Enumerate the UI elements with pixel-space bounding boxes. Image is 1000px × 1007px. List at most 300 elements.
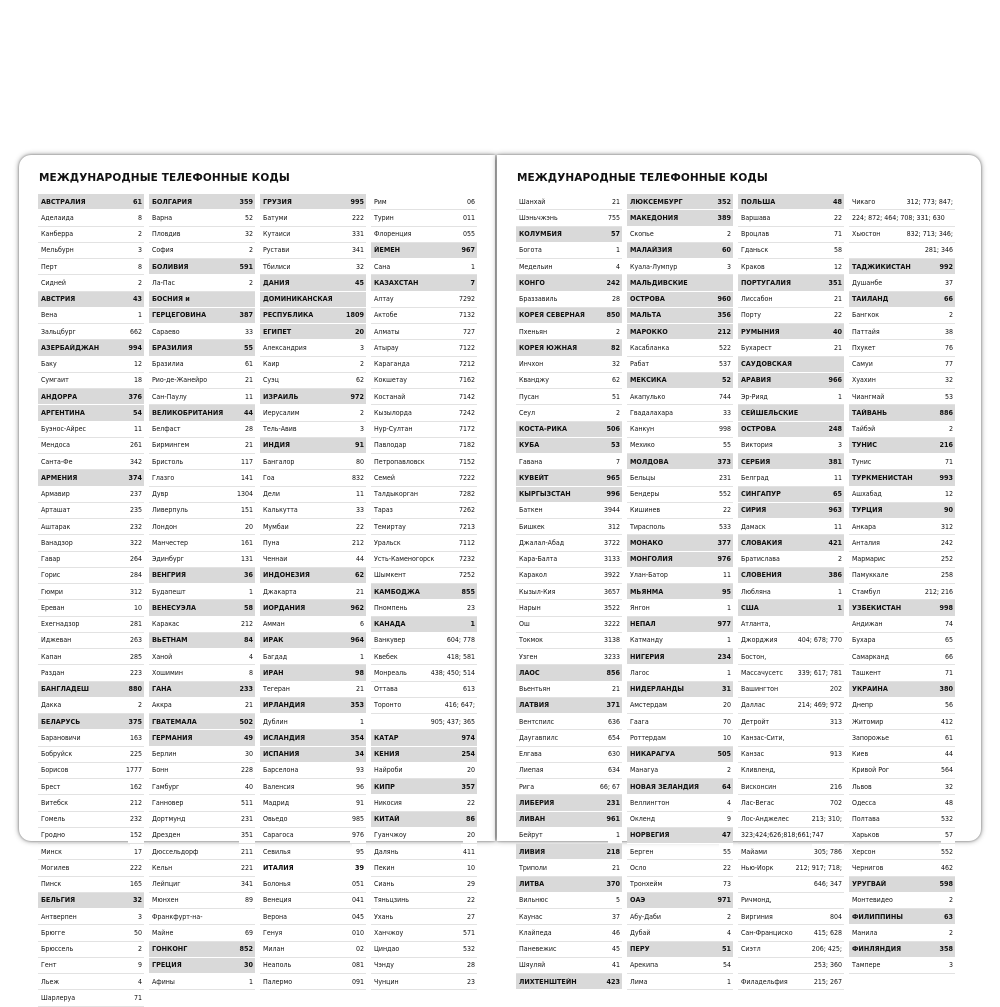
dial-code: 22 [463,795,477,810]
dial-code: 21 [608,682,622,697]
country-row [371,584,477,600]
city-row [260,828,366,844]
country-name: СИРИЯ [741,506,767,515]
country-row [516,438,622,454]
dial-code: 041 [350,893,366,908]
dial-code: 2 [241,275,255,290]
city-row [371,974,477,990]
country-name: ТУРЦИЯ [852,506,883,515]
country-name: АВСТРИЯ [41,295,76,304]
dial-code: 4 [130,974,144,989]
dial-code: 1 [719,633,733,648]
dial-code: 40 [241,779,255,794]
dial-code: 3722 [602,535,622,550]
dial-code: 370 [605,877,623,892]
dial-code: 57 [608,227,622,242]
city-name: Лиссабон [741,295,773,304]
city-row [627,389,733,405]
page-title: МЕЖДУНАРОДНЫЕ ТЕЛЕФОННЫЕ КОДЫ [517,172,768,184]
city-name: Бристоль [152,457,184,466]
city-name: Лима [630,977,648,986]
country-name: ТАИЛАНД [852,295,889,304]
country-row [516,340,622,356]
city-name: Ташкент [852,668,881,677]
city-row [738,860,844,876]
city-name: Пусан [519,392,539,401]
city-name: Найроби [374,766,403,775]
country-row [38,340,144,356]
dial-code: 7282 [457,487,477,502]
city-name: Паттайя [852,327,880,336]
city-name: Антверпен [41,912,77,921]
dial-code: 71 [130,990,144,1005]
dial-code: 258 [939,568,955,583]
city-name: Тампере [852,961,881,970]
country-row [516,308,622,324]
city-name: Джакарта [263,587,297,596]
city-row [149,909,255,925]
country-row [627,584,733,600]
city-row [627,844,733,860]
country-name: УКРАИНА [852,685,888,694]
city-name: Виктория [741,441,773,450]
city-row [516,243,622,259]
dial-code: 221 [239,860,255,875]
city-name: Касабланка [630,343,670,352]
city-row [260,714,366,730]
city-row [38,454,144,470]
city-row [149,357,255,373]
dial-code: 1304 [235,487,255,502]
city-name: Стамбул [852,587,881,596]
country-name: МОНАКО [630,538,664,547]
country-row [260,275,366,291]
city-name: Гаага [630,717,649,726]
city-row [371,649,477,665]
city-name: Елгава [519,750,542,759]
city-name: Батуми [263,213,288,222]
country-row [516,470,622,486]
city-name: Веллингтон [630,798,670,807]
dial-code: 70 [719,714,733,729]
city-name: Горис [41,571,61,580]
country-row [38,893,144,909]
dial-code: 202 [828,682,844,697]
country-row [627,942,733,958]
city-row [260,649,366,665]
city-name: Бухарест [741,343,772,352]
left-page [19,155,495,1002]
dial-code: 438; 450; 514 [429,665,477,680]
city-name: Бирмингем [152,441,190,450]
city-row [371,422,477,438]
dial-code: 976 [716,552,734,567]
city-row [849,763,955,779]
dial-code: 232 [128,812,144,827]
city-name: Павлодар [374,441,407,450]
city-name: Барановичи [41,733,81,742]
city-row [38,763,144,779]
city-name: Темиртау [374,522,406,531]
dial-code: 506 [605,422,623,437]
dial-code: 49 [241,730,255,745]
city-row [849,519,955,535]
dial-code: 6 [352,617,366,632]
dial-code: 1 [830,584,844,599]
city-name: Тегеран [263,685,290,694]
dial-code: 886 [938,405,956,420]
city-name: Филадельфия [741,977,788,986]
country-name: ГРУЗИЯ [263,197,292,206]
dial-code: 281 [128,617,144,632]
city-row [738,958,844,974]
dial-code: 646; 347 [812,877,844,892]
dial-code: 636 [606,714,622,729]
city-row [371,292,477,308]
dial-code: 353 [349,698,367,713]
dial-code: 162 [128,779,144,794]
city-name: Венеция [263,896,292,905]
country-row [849,259,955,275]
dial-code: 37 [608,909,622,924]
city-name: Вашингтон [741,685,779,694]
city-row [38,487,144,503]
city-name: Мюнхен [152,896,179,905]
country-name: КУБА [519,441,540,450]
city-name: Чунцин [374,977,399,986]
dial-code: 880 [127,682,145,697]
city-row [38,747,144,763]
city-row [260,552,366,568]
country-row [371,617,477,633]
city-name: Глазго [152,473,175,482]
dial-code: 216 [828,779,844,794]
city-row [849,568,955,584]
city-row [149,373,255,389]
dial-code: 3522 [602,600,622,615]
city-name: Бразилиа [152,360,184,369]
dial-code: 7242 [457,405,477,420]
dial-code: 31 [719,682,733,697]
city-row [38,649,144,665]
dial-code: 235 [128,503,144,518]
city-row [149,763,255,779]
city-name: Арташат [41,506,71,515]
dial-code: 1 [352,714,366,729]
city-row [371,828,477,844]
dial-code: 44 [352,552,366,567]
dial-code: 7 [608,454,622,469]
dial-code: 804 [828,909,844,924]
dial-code: 4 [241,649,255,664]
city-row [38,958,144,974]
dial-code: 28 [608,292,622,307]
city-name: Чернигов [852,863,884,872]
dial-code: 1 [463,259,477,274]
city-name: Берлин [152,750,177,759]
city-name: Триполи [519,863,548,872]
country-name: ЛАТВИЯ [519,701,550,710]
dial-code: 11 [130,422,144,437]
dial-code: 998 [938,600,956,615]
dial-code: 357 [460,779,478,794]
city-row [627,925,733,941]
city-name: Сиэтл [741,945,761,954]
city-row [149,438,255,454]
city-name: Майне [152,928,174,937]
dial-code: 40 [830,324,844,339]
city-name: Аккра [152,701,172,710]
code-column [371,194,477,1007]
country-name: САУДОВСКАЯ [741,360,792,369]
city-name: Неаполь [263,961,292,970]
dial-code: 66 [941,649,955,664]
dial-code: 995 [349,194,367,209]
dial-code: 2 [608,405,622,420]
country-name: СЛОВАКИЯ [741,538,783,547]
city-row [516,259,622,275]
city-row [738,470,844,486]
dial-code: 051 [350,877,366,892]
city-row [849,584,955,600]
dial-code: 3 [941,958,955,973]
country-row [371,730,477,746]
country-row [260,324,366,340]
city-row [849,698,955,714]
city-name: Ханой [152,652,173,661]
city-row [371,438,477,454]
city-row [849,552,955,568]
dial-code: 28 [241,422,255,437]
dial-code: 2 [941,422,955,437]
city-row [371,503,477,519]
city-name: Сан-Паулу [152,392,187,401]
dial-code: 60 [719,243,733,258]
city-row [738,779,844,795]
dial-code: 206; 425; [810,942,844,957]
city-name: Актобе [374,311,398,320]
city-row [38,308,144,324]
dial-code: 662 [128,324,144,339]
dial-code: 7162 [457,373,477,388]
dial-code: 165 [128,877,144,892]
city-row [516,503,622,519]
country-name: КАЗАХСТАН [374,278,419,287]
dial-code: 222 [128,860,144,875]
city-name: Варна [152,213,173,222]
city-row [849,730,955,746]
city-row [738,617,844,633]
city-row [371,600,477,616]
city-name: Кривой Рог [852,766,890,775]
country-row [849,503,955,519]
city-name: Калькутта [263,506,298,515]
city-row [149,324,255,340]
city-row [38,665,144,681]
city-name: Кванджу [519,376,549,385]
city-row [627,698,733,714]
country-row [627,535,733,551]
city-name: Тяньцзинь [374,896,410,905]
city-row [627,974,733,990]
city-name: Брюгге [41,928,66,937]
country-name: ТУРКМЕНИСТАН [852,473,913,482]
country-row [260,600,366,616]
dial-code: 12 [130,357,144,372]
city-row [38,812,144,828]
dial-code: 233 [238,682,256,697]
city-row [371,909,477,925]
city-name: Бобруйск [41,750,73,759]
dial-code: 06 [463,194,477,209]
city-name: Виргиния [741,912,773,921]
country-row [38,405,144,421]
city-row [371,893,477,909]
city-row [627,812,733,828]
city-name: Тбилиси [263,262,291,271]
country-name: ВЬЕТНАМ [152,636,188,645]
city-row [627,568,733,584]
city-row [738,682,844,698]
city-name: Амстердам [630,701,668,710]
city-name: Лас-Вегас [741,798,775,807]
city-name: Манила [852,928,878,937]
city-row [627,438,733,454]
dial-code: 744 [717,389,733,404]
dial-code: 237 [128,487,144,502]
country-row [149,259,255,275]
city-row [849,925,955,941]
dial-code: 971 [716,893,734,908]
dial-code: 011 [461,210,477,225]
city-name: Каракол [519,571,547,580]
city-row [38,324,144,340]
city-name: Детройт [741,717,770,726]
city-name: Гвадалахара [630,408,673,417]
dial-code: 3138 [602,633,622,648]
country-name: АВСТРАЛИЯ [41,197,86,206]
city-row [849,617,955,633]
city-row [849,795,955,811]
dial-code: 62 [352,568,366,583]
city-name: Сарагоса [263,831,294,840]
city-name: Катманду [630,636,663,645]
city-name: Талдыкорган [374,490,418,499]
city-row [371,568,477,584]
dial-code: 22 [830,308,844,323]
dial-code: 29 [463,877,477,892]
code-column [38,194,144,1007]
city-name: Лагос [630,668,650,677]
country-row [849,600,955,616]
city-name: Костанай [374,392,406,401]
city-row [738,942,844,958]
city-name: Дубай [630,928,651,937]
country-row [849,438,955,454]
dial-code: 20 [463,763,477,778]
dial-code: 850 [605,308,623,323]
dial-code: 4 [719,795,733,810]
country-row [627,828,733,844]
country-name: ИСПАНИЯ [263,750,300,759]
city-row [516,552,622,568]
city-name: Севилья [263,847,291,856]
city-row [516,828,622,844]
city-row [516,454,622,470]
dial-code: 331 [350,227,366,242]
city-name: Паневежис [519,945,557,954]
country-name: КЕНИЯ [374,750,400,759]
country-name: НИКАРАГУА [630,750,675,759]
city-row [516,357,622,373]
country-name: СЕЙШЕЛЬСКИЕ [741,408,799,417]
dial-code: 3922 [602,568,622,583]
city-name: Кара-Балта [519,555,558,564]
dial-code: 358 [938,942,956,957]
dial-code: 285 [128,649,144,664]
city-name: Чикаго [852,197,876,206]
dial-code: 261 [128,438,144,453]
city-row [738,633,844,649]
city-row [371,844,477,860]
city-row [38,860,144,876]
country-row [627,552,733,568]
city-row [516,389,622,405]
country-row [260,747,366,763]
city-name: Лондон [152,522,178,531]
dial-code: 254 [460,747,478,762]
dial-code: 3222 [602,617,622,632]
dial-code: 141 [239,470,255,485]
dial-code: 380 [938,682,956,697]
dial-code: 964 [349,633,367,648]
city-name: Квебек [374,652,398,661]
city-name: Пхукет [852,343,876,352]
city-row [849,194,955,210]
city-row [849,210,955,226]
city-name: Днепр [852,701,874,710]
dial-code: 3233 [602,649,622,664]
city-row [371,259,477,275]
dial-code: 55 [719,844,733,859]
city-row [38,210,144,226]
dial-code: 1 [719,974,733,989]
city-name: Минск [41,847,62,856]
city-name: Баткен [519,506,543,515]
dial-code: 2 [941,893,955,908]
country-name: ИЗРАИЛЬ [263,392,299,401]
city-row [516,779,622,795]
dial-code: 39 [352,860,366,875]
city-row [627,860,733,876]
dial-code: 312 [606,519,622,534]
city-row [849,389,955,405]
city-name: Болонья [263,880,291,889]
dial-code: 71 [830,227,844,242]
dial-code: 7222 [457,470,477,485]
dial-code: 832 [350,470,366,485]
city-row [38,373,144,389]
city-name: Рига [519,782,535,791]
city-name: Кливленд, [741,766,776,775]
country-name: КОРЕЯ ЮЖНАЯ [519,343,578,352]
city-row [738,812,844,828]
country-row [371,275,477,291]
city-row [371,925,477,941]
city-row [371,389,477,405]
dial-code: 98 [352,665,366,680]
dial-code: 71 [941,665,955,680]
